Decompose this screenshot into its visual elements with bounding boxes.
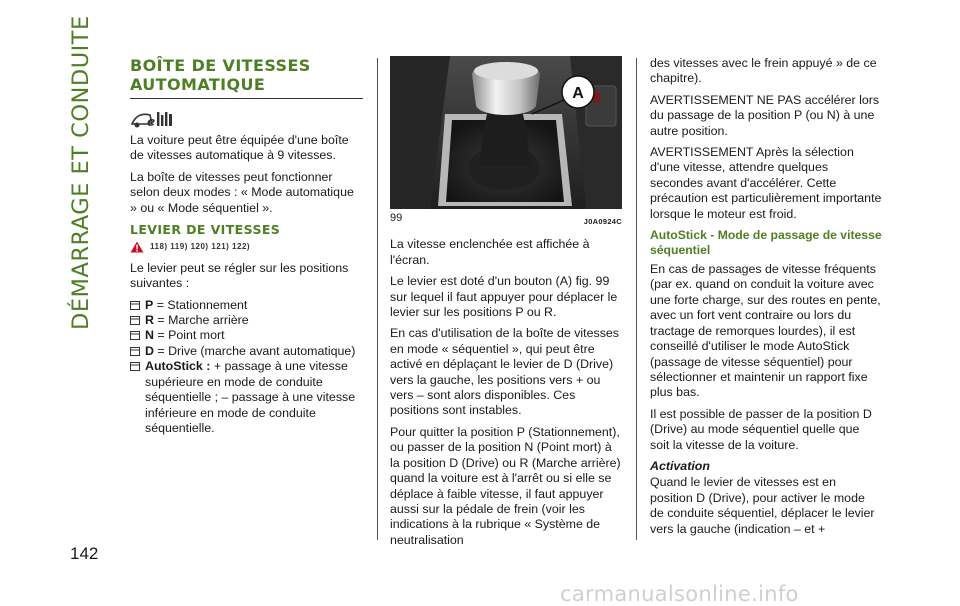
autostick-heading: AutoStick - Mode de passage de vitesse séquentiel (650, 228, 882, 258)
figure-code: J0A0924C (583, 217, 622, 226)
section-title: BOÎTE DE VITESSES AUTOMATIQUE (130, 56, 363, 99)
paragraph: La vitesse enclenchée est affichée à l'écran. (390, 237, 590, 267)
paragraph: Quand le levier de vitesses est en position D (Drive), pour activer le mode de conduite séquentiel, déplacer le levier vers la gauche (indication – et + (650, 475, 875, 536)
section-side-title: DÉMARRAGE ET CONDUITE (68, 15, 94, 330)
positions-list (130, 298, 363, 437)
position-text: = Marche arrière (153, 313, 249, 328)
figure-number: 99 (390, 212, 403, 224)
column-1 (130, 56, 363, 436)
warning-triangle-icon (130, 241, 144, 253)
paragraph: Il est possible de passer de la position D (Drive) au mode séquentiel quelle que soit la vitesse de la voiture. (650, 406, 872, 452)
modes-paragraph: La boîte de vitesses peut fonctionner selon deux modes : « Mode automatique » ou « Mode séquentiel ». (130, 169, 354, 215)
bullet-icon (130, 316, 140, 325)
bullet-icon (130, 331, 140, 340)
list-item (130, 359, 363, 436)
warning-paragraph: AVERTISSEMENT NE PAS accélérer lors du passage de la position P (ou N) à une autre position. (650, 92, 880, 138)
bullet-icon (130, 301, 140, 310)
intro-paragraph: La voiture peut être équipée d'une boîte de vitesses automatique à 9 vitesses. (130, 133, 349, 163)
list-item (130, 298, 363, 313)
page-number: 142 (70, 544, 99, 563)
model-badge (130, 109, 363, 129)
bullet-icon (130, 347, 140, 356)
position-text: = Drive (marche avant automatique) (153, 343, 356, 358)
list-item (130, 313, 363, 328)
position-key: N (145, 328, 154, 343)
position-key: AutoStick : (145, 359, 211, 374)
column-2 (390, 56, 622, 554)
warning-paragraph: AVERTISSEMENT Après la sélection d'une vitesse, attendre quelques secondes avant d'accélérer. Cette précaution est particulièrement importante lorsque le moteur est froid. (650, 145, 882, 221)
paragraph: Le levier est doté d'un bouton (A) fig. 99 sur lequel il faut appuyer pour déplacer le levier sur les positions P ou R. (390, 274, 618, 320)
gear-lever-illustration (390, 56, 622, 209)
car-variant-icon (130, 109, 176, 129)
column-3 (650, 56, 882, 543)
warning-notes: 118) 119) 120) 121) 122) (150, 242, 251, 252)
gear-lever-photo (390, 56, 622, 209)
paragraph: des vitesses avec le frein appuyé » de ce chapitre). (650, 56, 877, 86)
warning-reference (130, 239, 363, 254)
position-key: R (145, 313, 154, 328)
callout-label: A (572, 85, 584, 102)
site-watermark: carmanualsonline.info (560, 582, 799, 606)
activation-heading: Activation (650, 458, 710, 473)
list-item (130, 328, 363, 343)
position-text: = Stationnement (153, 297, 248, 312)
figure-caption (390, 211, 622, 229)
column-divider (377, 58, 378, 540)
svg-text:e: e (147, 115, 156, 129)
position-text: = Point mort (153, 328, 225, 343)
position-text: + passage à une vitesse supérieure en mode de conduite séquentielle ; – passage à une vitesse inférieure en mode de conduite séquentielle. (145, 359, 356, 435)
lever-paragraph: Le levier peut se régler sur les positions suivantes : (130, 260, 349, 291)
bullet-icon (130, 362, 140, 371)
paragraph: En cas de passages de vitesse fréquents (par ex. quand on conduit la voiture avec une forte charge, sur des routes en pente, avec un fort vent contraire ou lors du tractage de remorques lourdes), il est conseillé d'utiliser le mode AutoStick (passage de vitesse séquentiel) pour sélectionner et maintenir un rapport fixe plus bas. (650, 262, 881, 400)
paragraph: En cas d'utilisation de la boîte de vitesses en mode « séquentiel », qui peut être activé en déplaçant le levier de D (Drive) vers la gauche, les positions vers + ou vers – sont alors disponibles. Ces positions sont instables. (390, 326, 619, 418)
paragraph: Pour quitter la position P (Stationnement), ou passer de la position N (Point mort) à la position D (Drive) ou R (Marche arrière) quand la voiture est à l'arrêt ou si elle se déplace à faible vitesse, il faut appuyer aussi sur la pédale de frein (voir les indications à la rubrique « Système de neutralisation (390, 424, 621, 547)
column-divider (636, 58, 637, 540)
list-item (130, 344, 363, 359)
position-key: P (145, 297, 154, 312)
position-key: D (145, 343, 154, 358)
lever-heading: LEVIER DE VITESSES (130, 222, 281, 238)
